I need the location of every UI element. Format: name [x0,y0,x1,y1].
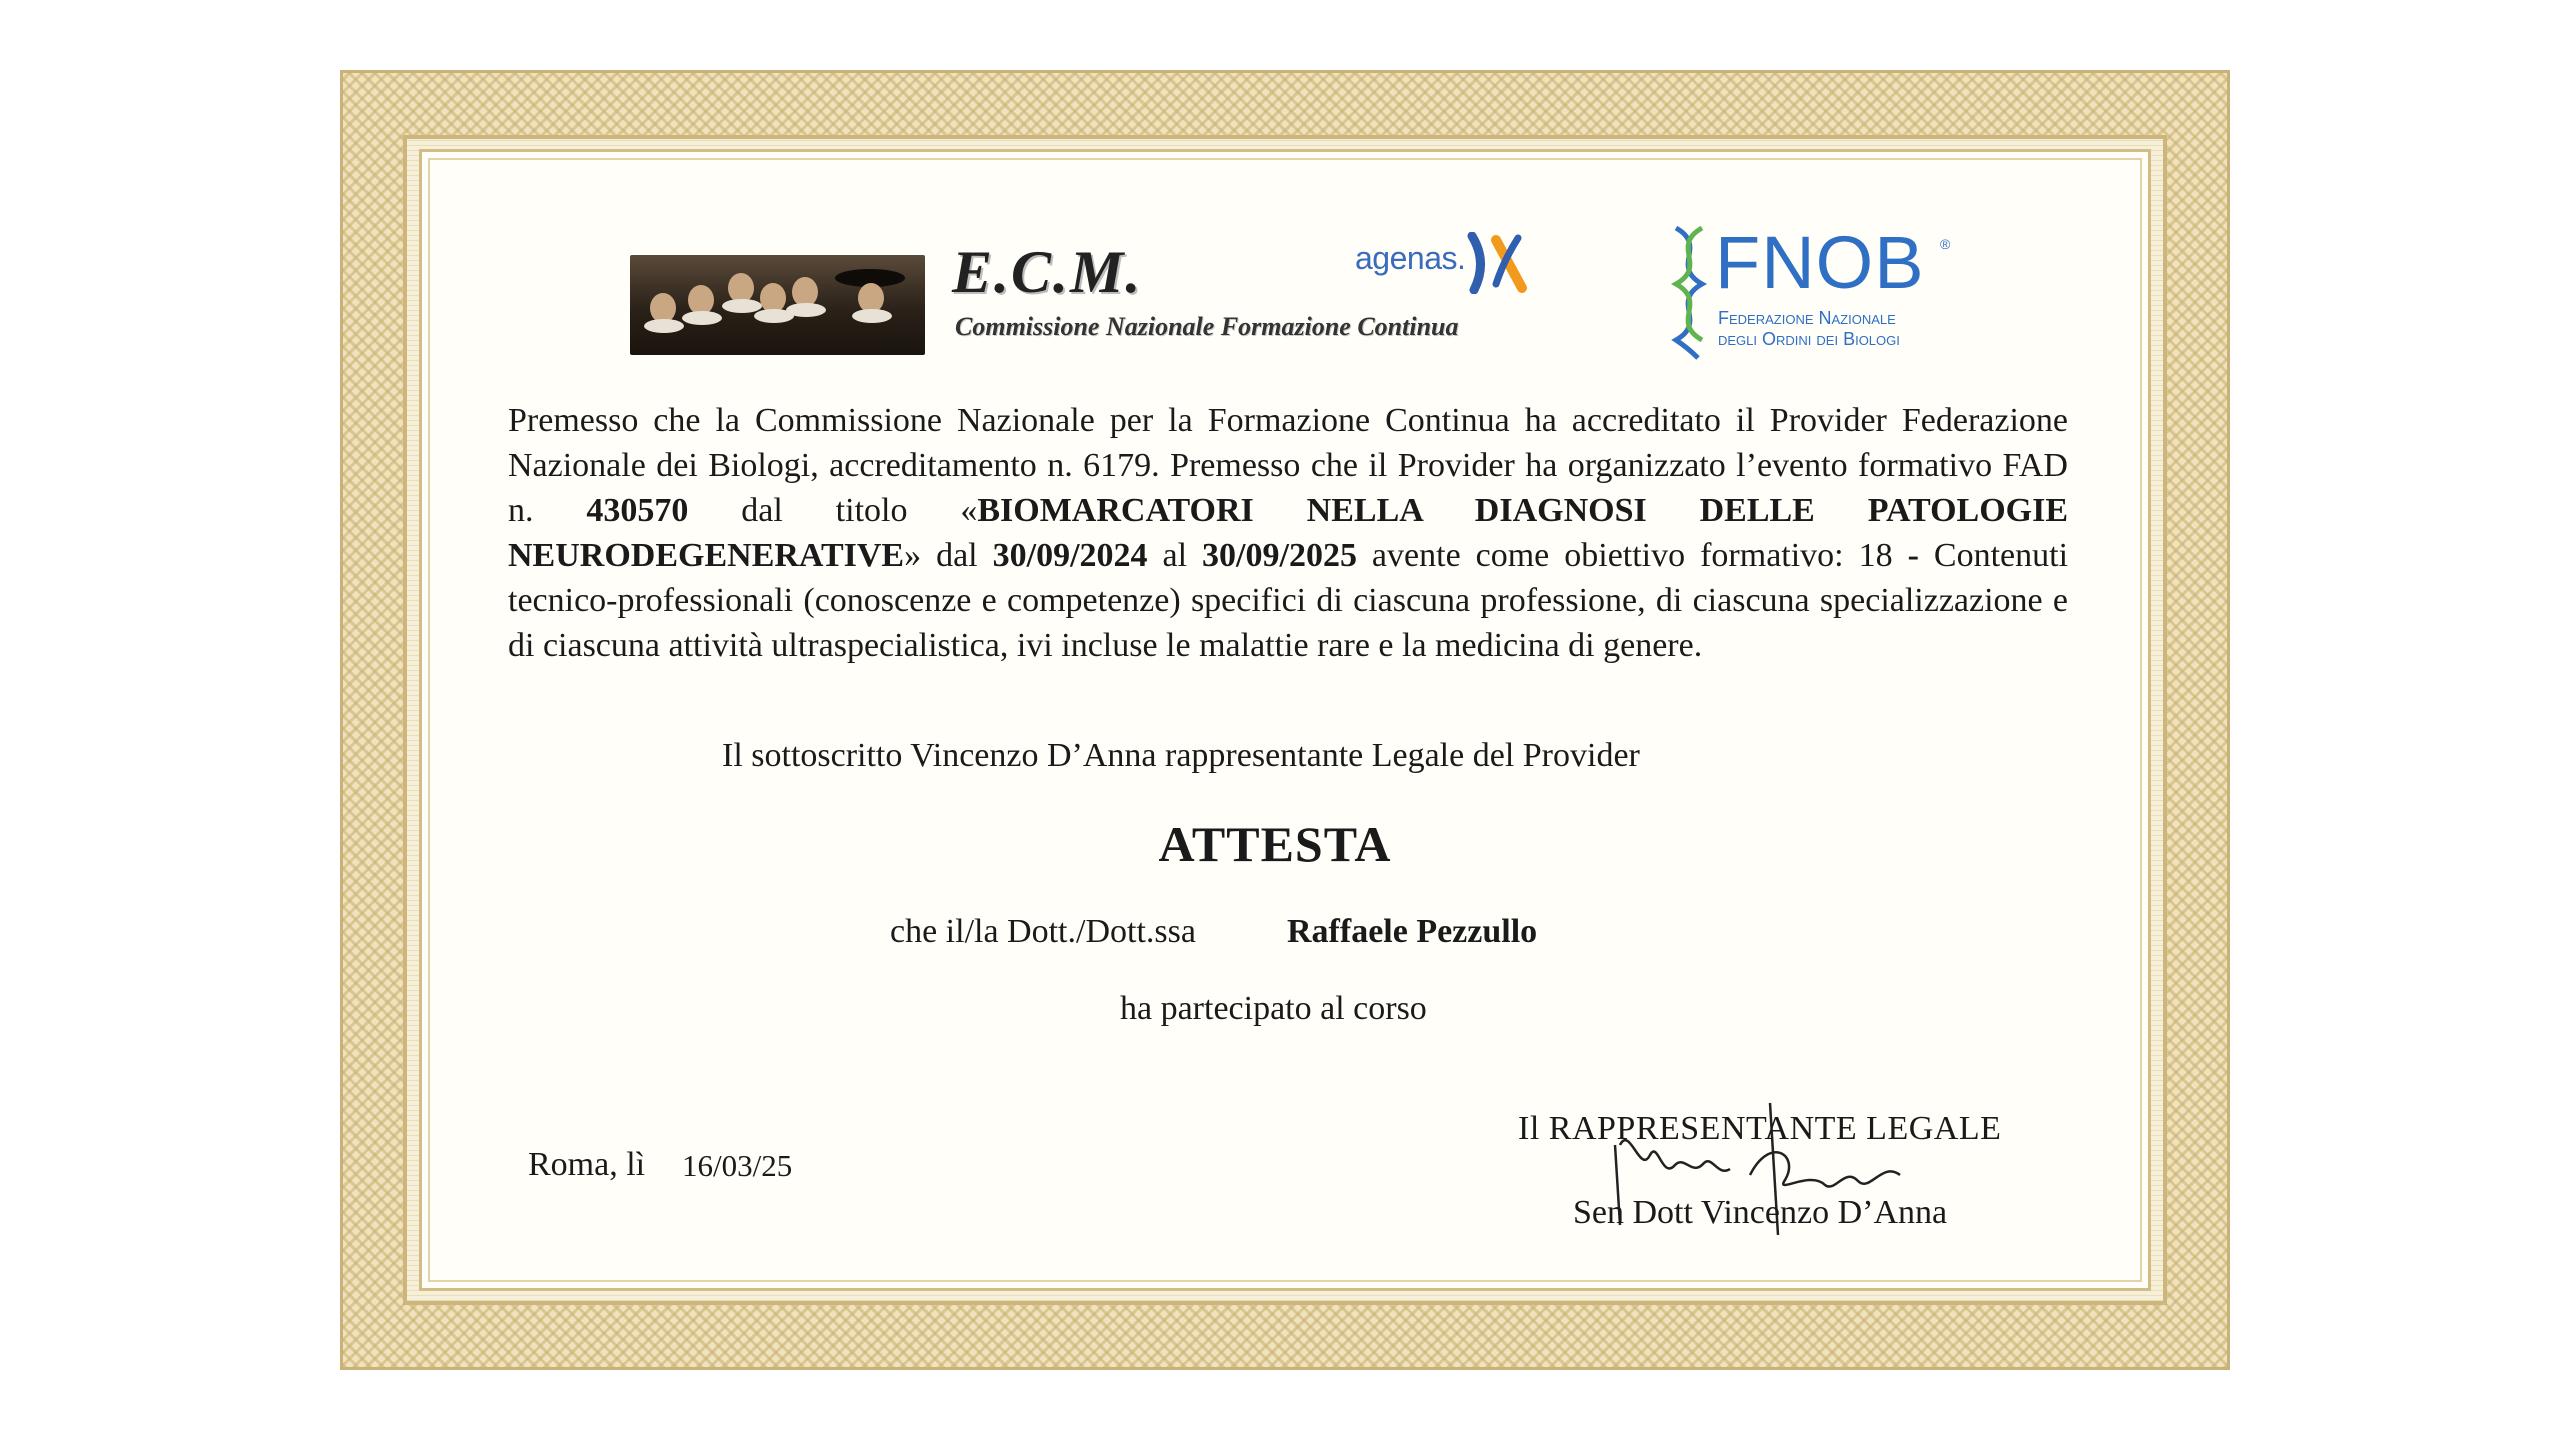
paragraph-text-e: avente come obiettivo formativo: 18 [1356,537,1908,574]
participation-statement: ha partecipato al corso [1120,990,1427,1027]
date-to: 30/09/2025 [1202,537,1357,574]
legal-representative-name: Sen Dott Vincenzo D’Anna [1573,1194,1948,1231]
paragraph-text-a: Premesso che la Commissione Nazionale per la Formazione Continua ha accreditato il Provider Federazione Nazionale dei Biologi, accreditamento n. 6179. Premesso che il Provider ha organizzato l’evento formativo FAD n. [508,402,2068,529]
agenas-logo-icon [1466,232,1528,294]
date-from: 30/09/2024 [992,537,1148,574]
issue-date: 16/03/25 [682,1148,793,1183]
paragraph-dash: - [1907,537,1919,574]
fnob-subtitle-line-1: Federazione Nazionale [1718,308,1896,328]
fnob-logo-subtitle [1718,308,1900,350]
fnob-logo-title: FNOB [1715,221,1925,304]
recipient-prefix: che il/la Dott./Dott.ssa [890,913,1196,950]
ecm-logo-subtitle: Commissione Nazionale Formazione Continua [955,312,1459,341]
attesta-heading [0,815,2560,873]
attesta-text: ATTESTA [1158,816,1392,872]
accreditation-paragraph [508,398,2068,668]
fnob-subtitle-line-2: degli Ordini dei Biologi [1718,329,1900,349]
event-number: 430570 [586,492,689,529]
course-title: BIOMARCATORI NELLA DIAGNOSI DELLE PATOLOGIE NEURODEGENERATIVE [508,492,2069,574]
recipient-name: Raffaele Pezzullo [1287,913,1538,950]
paragraph-text-b: dal titolo « [688,492,978,529]
fnob-registered-mark: ® [1940,236,1951,252]
legal-representative-title: Il RAPPRESENTANTE LEGALE [1518,1110,2002,1147]
ecm-logo-title: E.C.M. [952,239,1143,305]
undersigned-statement: Il sottoscritto Vincenzo D’Anna rappresentante Legale del Provider [722,737,1640,774]
place-label: Roma, lì [528,1146,646,1183]
agenas-logo-text: agenas. [1355,240,1466,276]
fnob-dna-helix-icon [1668,222,1710,362]
paragraph-text-c: » dal [904,537,993,574]
anatomy-lesson-painting-logo [630,255,925,355]
paragraph-text-f: Contenuti tecnico-professionali (conoscenze e competenze) specifici di ciascuna professione, di ciascuna specializzazione e di ciascuna attività ultraspecialistica, ivi incluse le malattie rare e la medicina di genere. [508,537,2069,664]
paragraph-text-d: al [1147,537,1203,574]
